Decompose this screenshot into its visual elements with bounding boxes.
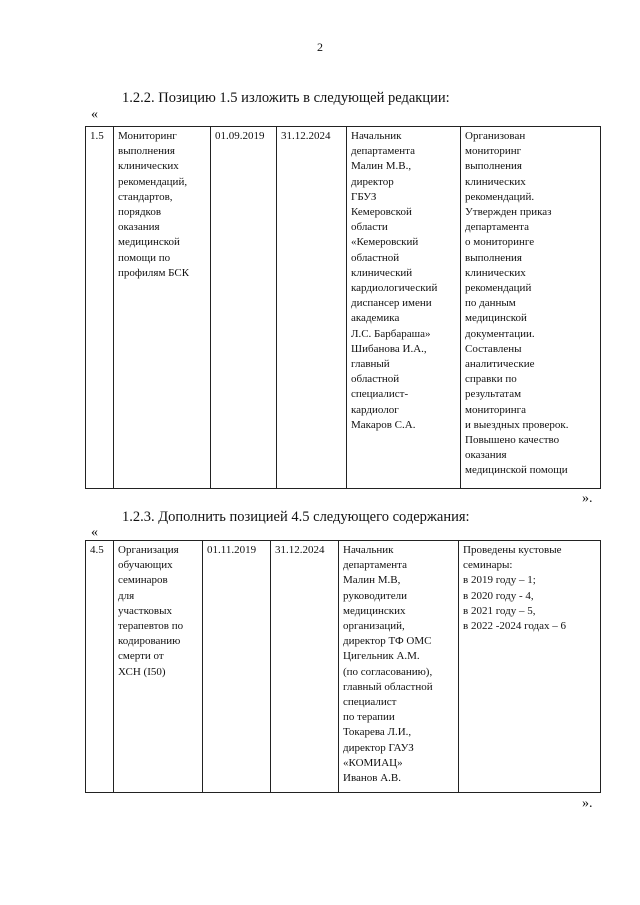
- cell-text-line: областной: [351, 251, 400, 264]
- section2-close-quote: ».: [582, 796, 593, 811]
- cell-text-line: Иванов А.В.: [343, 772, 401, 785]
- cell-text-line: рекомендаций: [465, 282, 532, 295]
- cell-text-line: Малин М.В,: [343, 574, 401, 587]
- cell-text-line: области: [351, 221, 388, 234]
- cell-text-line: главный: [351, 358, 390, 371]
- row-end-date: 31.12.2024: [277, 127, 347, 489]
- cell-text-line: кодированию: [118, 635, 181, 648]
- cell-text-line: в 2022 -2024 годах – 6: [463, 620, 567, 633]
- row-start-date: 01.11.2019: [203, 541, 271, 793]
- cell-text-line: кардиолог: [351, 403, 399, 416]
- cell-text-line: Начальник: [351, 130, 402, 142]
- cell-text-line: Проведены кустовые: [463, 544, 562, 556]
- cell-text-line: специалист: [343, 696, 397, 709]
- row-number: 1.5: [86, 127, 114, 489]
- cell-text-line: Составлены: [465, 342, 522, 355]
- cell-text-line: департамента: [465, 221, 529, 234]
- cell-text-line: для: [118, 589, 135, 602]
- cell-text-line: Малин М.В.,: [351, 160, 412, 173]
- cell-text-line: помощи по: [118, 251, 171, 264]
- cell-text-line: в 2019 году – 1;: [463, 574, 536, 587]
- cell-text-line: Л.С. Барбараша»: [351, 327, 431, 340]
- row-end-date: 31.12.2024: [271, 541, 339, 793]
- cell-text-line: участковых: [118, 604, 172, 617]
- row-description: [114, 127, 211, 489]
- page-number: 2: [317, 40, 323, 54]
- table-row: [86, 127, 601, 489]
- cell-text-line: оказания: [118, 221, 160, 234]
- cell-text-line: семинаров: [118, 574, 168, 587]
- cell-text-line: клинический: [351, 266, 413, 279]
- cell-text-line: рекомендаций,: [118, 175, 188, 188]
- cell-text-line: медицинской помощи: [465, 464, 568, 477]
- row-start-date: 01.09.2019: [211, 127, 277, 489]
- cell-text-line: Макаров С.А.: [351, 418, 416, 431]
- cell-text-line: Токарева Л.И.,: [343, 726, 412, 739]
- cell-text-line: департамента: [343, 559, 407, 572]
- cell-text-line: организаций,: [343, 620, 405, 633]
- row-description: [114, 541, 203, 793]
- cell-text-line: Цигельник А.М.: [343, 650, 420, 663]
- cell-text-line: Организован: [465, 130, 526, 142]
- cell-text-line: директор ГАУЗ: [343, 741, 414, 754]
- cell-text-line: обучающих: [118, 559, 173, 572]
- section2-open-quote: «: [91, 525, 98, 540]
- cell-text-line: клинических: [118, 160, 179, 173]
- table-row: [86, 541, 601, 793]
- cell-text-line: и выездных проверок.: [465, 418, 569, 431]
- row-responsible: [339, 541, 459, 793]
- cell-text-line: медицинской: [118, 236, 180, 249]
- cell-text-line: смерти от: [118, 650, 164, 663]
- section1-table: [85, 126, 601, 489]
- cell-text-line: по терапии: [343, 711, 395, 724]
- cell-text-line: медицинской: [465, 312, 527, 325]
- cell-text-line: Повышено качество: [465, 434, 560, 447]
- cell-text-line: о мониторинге: [465, 236, 535, 249]
- cell-text-line: выполнения: [465, 160, 522, 173]
- cell-text-line: порядков: [118, 206, 162, 219]
- cell-text-line: выполнения: [465, 251, 522, 264]
- cell-text-line: «Кемеровский: [351, 236, 419, 249]
- section1-close-quote: ».: [582, 491, 593, 506]
- cell-text-line: результатам: [465, 388, 522, 401]
- cell-text-line: областной: [351, 373, 400, 386]
- row-responsible: [347, 127, 461, 489]
- cell-text-line: в 2021 году – 5,: [463, 604, 536, 617]
- cell-text-line: выполнения: [118, 145, 175, 158]
- cell-text-line: диспансер имени: [351, 297, 432, 310]
- section2-heading: 1.2.3. Дополнить позицией 4.5 следующего содержания:: [122, 509, 470, 525]
- cell-text-line: документации.: [465, 327, 535, 340]
- section1-open-quote: «: [91, 107, 98, 122]
- row-result: [461, 127, 601, 489]
- section1-heading: 1.2.2. Позицию 1.5 изложить в следующей редакции:: [122, 90, 450, 106]
- row-result: [459, 541, 601, 793]
- cell-text-line: оказания: [465, 449, 507, 462]
- cell-text-line: Шибанова И.А.,: [351, 342, 427, 355]
- cell-text-line: терапевтов по: [118, 620, 184, 633]
- cell-text-line: рекомендаций.: [465, 190, 535, 203]
- cell-text-line: семинары:: [463, 559, 513, 572]
- cell-text-line: клинических: [465, 266, 526, 279]
- cell-text-line: Кемеровской: [351, 206, 412, 219]
- cell-text-line: руководители: [343, 589, 407, 602]
- cell-text-line: Начальник: [343, 544, 394, 556]
- cell-text-line: академика: [351, 312, 400, 325]
- section2-table: [85, 540, 601, 793]
- cell-text-line: медицинских: [343, 604, 406, 617]
- cell-text-line: (по согласованию),: [343, 665, 433, 678]
- cell-text-line: в 2020 году - 4,: [463, 589, 534, 602]
- cell-text-line: по данным: [465, 297, 516, 310]
- cell-text-line: кардиологический: [351, 282, 438, 295]
- cell-text-line: Мониторинг: [118, 130, 177, 142]
- cell-text-line: мониторинг: [465, 145, 522, 158]
- cell-text-line: директор ТФ ОМС: [343, 635, 432, 648]
- cell-text-line: директор: [351, 175, 394, 188]
- cell-text-line: ГБУЗ: [351, 190, 377, 203]
- cell-text-line: клинических: [465, 175, 526, 188]
- cell-text-line: мониторинга: [465, 403, 527, 416]
- cell-text-line: специалист-: [351, 388, 409, 401]
- cell-text-line: профилям БСК: [118, 266, 190, 279]
- cell-text-line: главный областной: [343, 680, 433, 693]
- cell-text-line: Утвержден приказ: [465, 206, 552, 219]
- cell-text-line: стандартов,: [118, 190, 173, 203]
- cell-text-line: ХСН (I50): [118, 665, 166, 678]
- cell-text-line: аналитические: [465, 358, 535, 371]
- row-number: 4.5: [86, 541, 114, 793]
- cell-text-line: Организация: [118, 544, 179, 556]
- cell-text-line: «КОМИАЦ»: [343, 756, 403, 769]
- cell-text-line: справки по: [465, 373, 517, 386]
- cell-text-line: департамента: [351, 145, 415, 158]
